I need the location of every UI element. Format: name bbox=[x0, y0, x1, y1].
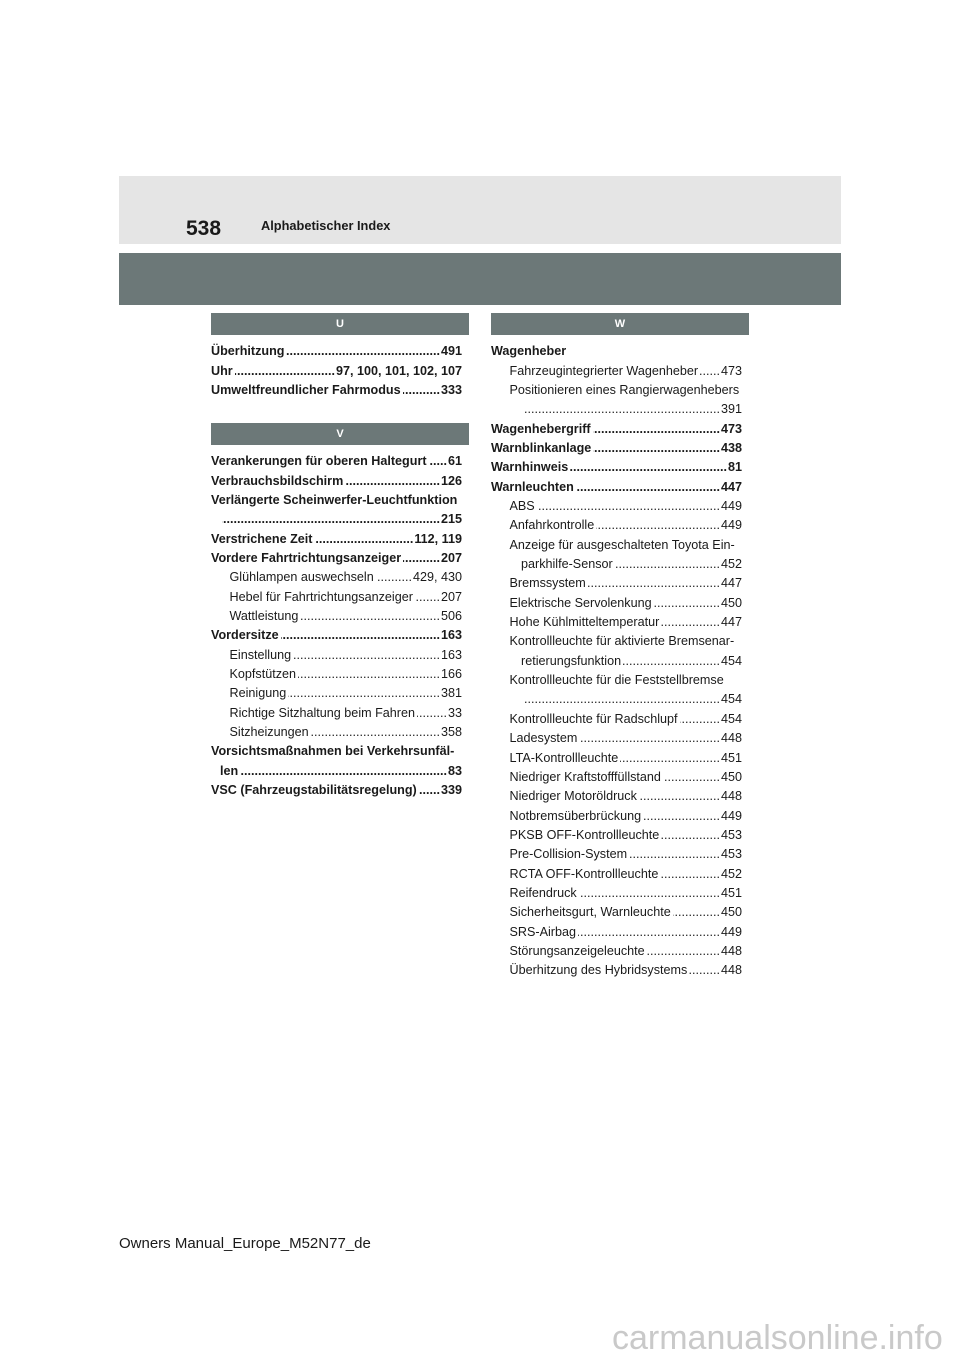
index-subentry bbox=[491, 845, 742, 864]
dot-leader bbox=[579, 884, 720, 903]
entry-label: Vorsichtsmaßnahmen bei Verkehrsunfäl- bbox=[211, 744, 455, 759]
dot-leader bbox=[615, 555, 720, 574]
index-entry-continuation bbox=[211, 762, 462, 781]
header-band bbox=[119, 176, 841, 244]
entry-label: Verlängerte Scheinwerfer-Leuchtfunktion bbox=[211, 492, 458, 507]
entry-label: Vordersitze bbox=[211, 628, 279, 643]
index-subentry bbox=[211, 607, 462, 626]
dot-leader bbox=[654, 594, 720, 613]
page-reference: 83 bbox=[447, 763, 462, 778]
index-entry bbox=[211, 452, 462, 471]
dot-leader bbox=[588, 574, 720, 593]
entry-label: Wattleistung bbox=[229, 608, 299, 623]
index-subentry bbox=[491, 884, 742, 903]
entry-label: Anzeige für ausgeschalteten Toyota Ein- bbox=[509, 537, 735, 552]
index-subentry bbox=[211, 684, 462, 703]
page-reference: 454 bbox=[720, 711, 742, 726]
dot-leader bbox=[593, 420, 720, 439]
page-reference: 429, 430 bbox=[412, 570, 462, 585]
dot-leader bbox=[419, 781, 440, 800]
index-subentry bbox=[491, 787, 742, 806]
entry-label: Hebel für Fahrtrichtungsanzeiger bbox=[229, 589, 413, 604]
entry-label: Reifendruck bbox=[509, 885, 577, 900]
section-letter: W bbox=[614, 318, 626, 330]
page-reference: 448 bbox=[720, 731, 742, 746]
entry-label: Kopfstützen bbox=[229, 667, 297, 681]
entry-label-continuation: len bbox=[220, 763, 239, 778]
footer-doc-id: Owners Manual_Europe_M52N77_de bbox=[119, 1235, 371, 1252]
page-reference: 381 bbox=[440, 686, 462, 701]
entry-label: Überhitzung bbox=[211, 344, 285, 359]
index-subentry-continuation bbox=[491, 690, 742, 709]
index-entry bbox=[491, 439, 742, 458]
entry-label: Ladesystem bbox=[509, 731, 578, 746]
index-entry bbox=[211, 362, 462, 381]
dot-leader bbox=[429, 452, 447, 471]
page-reference: 452 bbox=[720, 557, 742, 572]
dot-leader bbox=[647, 942, 720, 961]
entry-label: Reinigung bbox=[229, 686, 287, 701]
entry-label: Vordere Fahrtrichtungsanzeiger bbox=[211, 550, 402, 565]
page-reference: 449 bbox=[720, 808, 742, 823]
entry-label: PKSB OFF-Kontrollleuchte bbox=[509, 827, 660, 842]
page-reference: 448 bbox=[720, 789, 742, 804]
index-subentry bbox=[491, 923, 742, 942]
index-subentry bbox=[491, 749, 742, 768]
dot-leader bbox=[596, 516, 720, 535]
page-reference: 506 bbox=[440, 608, 462, 623]
page-reference: 454 bbox=[720, 692, 742, 707]
section-heading-u bbox=[211, 313, 469, 335]
dot-leader bbox=[620, 749, 720, 768]
page-reference: 448 bbox=[720, 963, 742, 978]
dot-leader bbox=[537, 497, 720, 516]
dot-leader bbox=[286, 342, 440, 361]
index-subentry bbox=[491, 961, 742, 980]
dot-leader bbox=[673, 903, 720, 922]
index-subentry bbox=[491, 536, 742, 555]
index-entry bbox=[211, 781, 462, 800]
page-reference: 163 bbox=[440, 628, 462, 643]
page-reference: 449 bbox=[720, 924, 742, 939]
index-subentry bbox=[491, 865, 742, 884]
index-entry-list bbox=[491, 342, 742, 980]
entry-label: Kontrollleuchte für die Feststellbremse bbox=[509, 673, 724, 688]
entry-label: Verbrauchsbildschirm bbox=[211, 473, 344, 488]
entry-label: Verstrichene Zeit bbox=[211, 531, 313, 546]
index-entry bbox=[211, 342, 462, 361]
page-reference: 453 bbox=[720, 827, 742, 842]
index-subentry-continuation bbox=[491, 652, 742, 671]
index-subentry bbox=[491, 826, 742, 845]
page-reference: 454 bbox=[720, 653, 742, 668]
page-reference: 339 bbox=[440, 783, 462, 798]
dot-leader bbox=[300, 607, 440, 626]
page-reference: 450 bbox=[720, 769, 742, 784]
entry-label: Warnleuchten bbox=[491, 479, 574, 494]
dot-leader bbox=[298, 665, 440, 684]
page-reference: 453 bbox=[720, 847, 742, 862]
index-subentry bbox=[491, 807, 742, 826]
dot-leader bbox=[643, 807, 720, 826]
index-entry-list bbox=[211, 452, 462, 800]
section-letter: U bbox=[336, 318, 344, 330]
index-entry bbox=[211, 626, 462, 645]
dot-leader bbox=[593, 439, 720, 458]
page-reference: 452 bbox=[720, 866, 742, 881]
entry-label: Fahrzeugintegrierter Wagenheber bbox=[509, 363, 699, 378]
dot-leader bbox=[623, 652, 720, 671]
entry-label: Umweltfreundlicher Fahrmodus bbox=[211, 382, 401, 397]
dot-leader bbox=[661, 826, 720, 845]
index-subentry-continuation bbox=[491, 555, 742, 574]
dot-leader bbox=[240, 762, 447, 781]
index-column-left bbox=[211, 313, 469, 800]
page-reference: 448 bbox=[720, 943, 742, 958]
dot-leader bbox=[629, 845, 720, 864]
entry-label: Niedriger Motoröldruck bbox=[509, 789, 637, 804]
page-reference: 207 bbox=[440, 589, 462, 604]
dot-leader bbox=[415, 588, 440, 607]
entry-label: Glühlampen auswechseln bbox=[229, 570, 374, 585]
page-reference: 450 bbox=[720, 595, 742, 610]
entry-label: Positionieren eines Rangierwagenhebers bbox=[509, 382, 740, 397]
dot-leader bbox=[222, 510, 440, 529]
index-entry bbox=[491, 458, 742, 477]
dot-leader bbox=[523, 400, 720, 419]
entry-label: VSC (Fahrzeugstabilitätsregelung) bbox=[211, 783, 417, 798]
index-entry bbox=[491, 478, 742, 497]
dot-leader bbox=[660, 865, 720, 884]
section-title: Alphabetischer Index bbox=[261, 218, 391, 233]
page-reference: 97, 100, 101, 102, 107 bbox=[335, 363, 462, 378]
entry-label-continuation: retierungsfunktion bbox=[521, 653, 622, 668]
entry-label: Einstellung bbox=[229, 647, 292, 662]
page-reference: 112, 119 bbox=[414, 531, 462, 546]
page-reference: 473 bbox=[720, 363, 742, 378]
entry-label: Hohe Kühlmitteltemperatur bbox=[509, 615, 660, 630]
index-subentry bbox=[211, 665, 462, 684]
entry-label: Sicherheitsgurt, Warnleuchte bbox=[509, 905, 671, 920]
dot-leader bbox=[345, 472, 440, 491]
entry-label: Uhr bbox=[211, 363, 233, 378]
entry-label: Überhitzung des Hybridsystems bbox=[509, 963, 688, 978]
page-reference: 451 bbox=[720, 885, 742, 900]
page-reference: 81 bbox=[727, 460, 742, 475]
dot-leader bbox=[700, 362, 720, 381]
index-subentry bbox=[491, 613, 742, 632]
index-subentry bbox=[491, 362, 742, 381]
page-reference: 438 bbox=[720, 441, 742, 456]
entry-label: Notbremsüberbrückung bbox=[509, 808, 642, 823]
dot-leader bbox=[417, 704, 447, 723]
index-subentry bbox=[491, 594, 742, 613]
index-subentry bbox=[491, 516, 742, 535]
page-number: 538 bbox=[186, 217, 222, 240]
index-column-right bbox=[491, 313, 749, 981]
entry-label: Warnblinkanlage bbox=[491, 441, 592, 456]
entry-label: Warnhinweis bbox=[491, 460, 569, 475]
page-reference: 333 bbox=[440, 382, 462, 397]
page-reference: 126 bbox=[440, 473, 462, 488]
page-reference: 449 bbox=[720, 499, 742, 514]
entry-label: Elektrische Servolenkung bbox=[509, 595, 652, 610]
section-letter: V bbox=[336, 427, 344, 440]
page-reference: 447 bbox=[720, 576, 742, 591]
index-entry bbox=[491, 342, 742, 361]
dot-leader bbox=[403, 381, 440, 400]
page-reference: 447 bbox=[720, 615, 742, 630]
page-reference: 215 bbox=[440, 512, 462, 527]
index-entry bbox=[211, 381, 462, 400]
index-subentry bbox=[211, 646, 462, 665]
index-entry bbox=[211, 491, 462, 510]
entry-label: SRS-Airbag bbox=[509, 924, 576, 939]
page-reference: 450 bbox=[720, 905, 742, 920]
dot-leader bbox=[680, 710, 720, 729]
watermark: carmanualsonline.info bbox=[612, 1319, 943, 1357]
page-reference: 207 bbox=[440, 550, 462, 565]
header-bar bbox=[119, 253, 841, 305]
entry-label-continuation: parkhilfe-Sensor bbox=[521, 557, 613, 572]
page-reference: 447 bbox=[720, 479, 742, 494]
dot-leader bbox=[315, 530, 414, 549]
entry-label: Wagenhebergriff bbox=[491, 421, 591, 436]
entry-label: Wagenheber bbox=[491, 344, 567, 359]
entry-label: ABS bbox=[509, 499, 535, 514]
index-entry bbox=[211, 742, 462, 761]
section-heading-v bbox=[211, 423, 469, 445]
index-subentry bbox=[211, 723, 462, 742]
dot-leader bbox=[663, 768, 720, 787]
index-entry bbox=[211, 549, 462, 568]
dot-leader bbox=[576, 478, 720, 497]
page-reference: 33 bbox=[447, 705, 462, 720]
index-subentry bbox=[491, 710, 742, 729]
index-subentry bbox=[491, 632, 742, 651]
entry-label: LTA-Kontrollleuchte bbox=[509, 750, 619, 765]
section-heading-w bbox=[491, 313, 749, 335]
index-subentry bbox=[491, 671, 742, 690]
dot-leader bbox=[403, 549, 440, 568]
index-subentry bbox=[211, 704, 462, 723]
index-subentry bbox=[211, 568, 462, 587]
index-entry bbox=[211, 530, 462, 549]
index-subentry-continuation bbox=[491, 400, 742, 419]
entry-label: Sitzheizungen bbox=[229, 725, 309, 740]
dot-leader bbox=[578, 923, 720, 942]
entry-label: Kontrollleuchte für Radschlupf bbox=[509, 711, 678, 726]
page-reference: 391 bbox=[720, 402, 742, 417]
dot-leader bbox=[689, 961, 720, 980]
index-subentry bbox=[491, 574, 742, 593]
entry-label: Pre-Collision-System bbox=[509, 847, 628, 862]
index-subentry bbox=[491, 729, 742, 748]
page-reference: 163 bbox=[440, 647, 462, 662]
index-subentry bbox=[491, 942, 742, 961]
dot-leader bbox=[311, 723, 440, 742]
index-subentry bbox=[491, 903, 742, 922]
entry-label: Anfahrkontrolle bbox=[509, 518, 595, 533]
index-subentry bbox=[211, 588, 462, 607]
page-reference: 449 bbox=[720, 518, 742, 533]
dot-leader bbox=[281, 626, 440, 645]
entry-label: Richtige Sitzhaltung beim Fahren bbox=[229, 705, 416, 720]
entry-label: Niedriger Kraftstofffüllstand bbox=[509, 769, 661, 784]
page-reference: 61 bbox=[447, 454, 462, 469]
index-section-v bbox=[211, 423, 469, 800]
index-section-w bbox=[491, 313, 749, 981]
dot-leader bbox=[639, 787, 720, 806]
entry-label: Störungsanzeigeleuchte bbox=[509, 943, 645, 958]
dot-leader bbox=[235, 362, 335, 381]
index-entry-continuation bbox=[211, 510, 462, 529]
page-reference: 358 bbox=[440, 725, 462, 740]
page-reference: 491 bbox=[440, 344, 462, 359]
page-reference: 451 bbox=[720, 750, 742, 765]
dot-leader bbox=[288, 684, 440, 703]
entry-label: Verankerungen für oberen Haltegurt bbox=[211, 454, 427, 469]
dot-leader bbox=[376, 568, 412, 587]
entry-label: Bremssystem bbox=[509, 576, 586, 591]
dot-leader bbox=[661, 613, 720, 632]
index-entry bbox=[211, 472, 462, 491]
index-subentry bbox=[491, 381, 742, 400]
index-subentry bbox=[491, 497, 742, 516]
entry-label: RCTA OFF-Kontrollleuchte bbox=[509, 866, 659, 881]
index-subentry bbox=[491, 768, 742, 787]
entry-label: Kontrollleuchte für aktivierte Bremsenar- bbox=[509, 634, 735, 649]
dot-leader bbox=[293, 646, 440, 665]
index-entry-list bbox=[211, 342, 462, 400]
dot-leader bbox=[570, 458, 727, 477]
index-entry bbox=[491, 420, 742, 439]
page-reference: 473 bbox=[720, 421, 742, 436]
index-section-u bbox=[211, 313, 469, 400]
dot-leader bbox=[579, 729, 720, 748]
dot-leader bbox=[523, 690, 720, 709]
page-reference: 166 bbox=[440, 667, 462, 681]
